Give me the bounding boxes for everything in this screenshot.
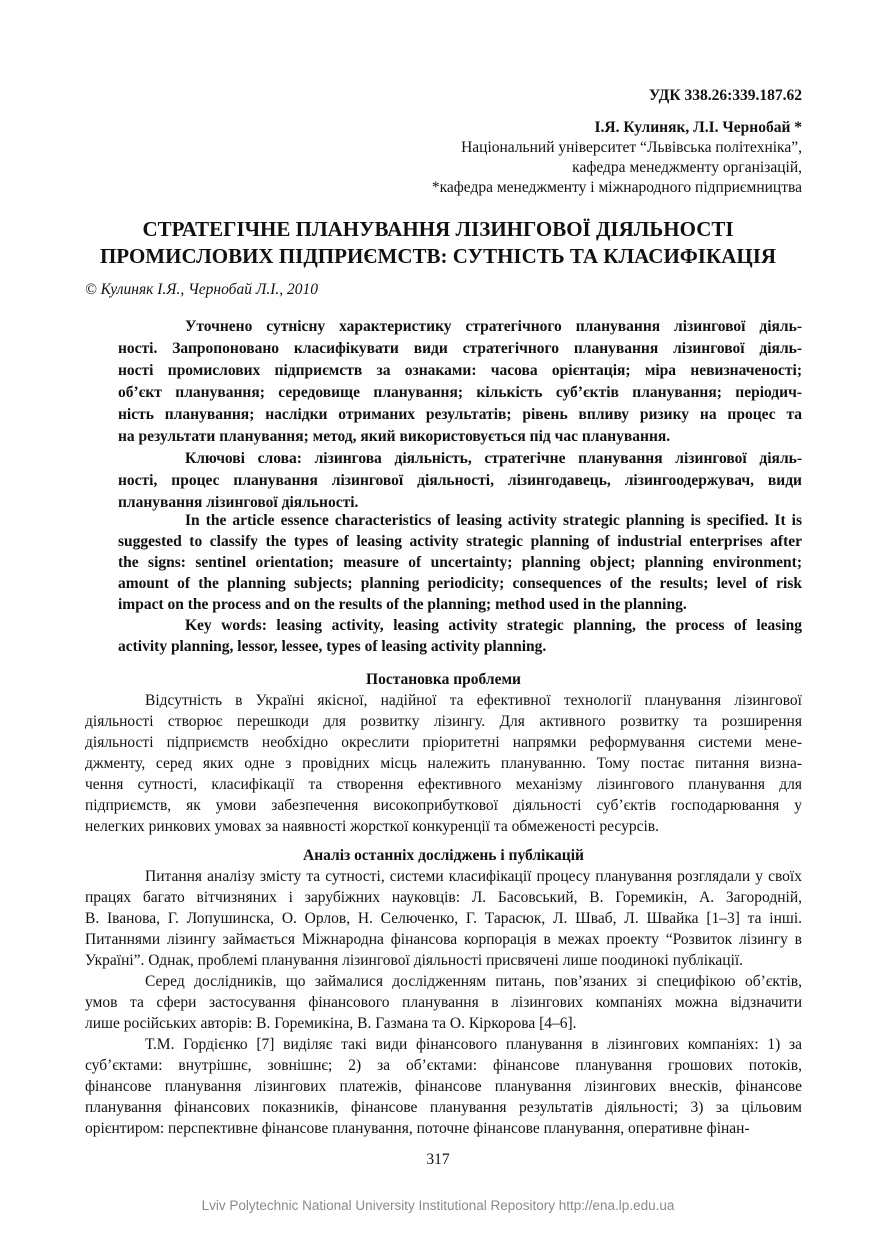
section-text bbox=[85, 690, 802, 837]
text-line: суб’єктами: внутрішнє, зовнішнє; 2) за об’єктами: фінансове планування грошових потоків, bbox=[85, 1057, 802, 1074]
text-line: Україні”. Однак, проблемі планування лізингової діяльності присвячені лише поодинокі публікації. bbox=[85, 952, 744, 969]
text-line: activity planning, lessor, lessee, types of leasing activity planning. bbox=[118, 638, 547, 655]
text-line: Відсутність в Україні якісної, надійної та ефективної технології планування лізингової bbox=[145, 692, 802, 709]
section-heading: Постановка проблеми bbox=[366, 671, 521, 688]
text-line: планування лізингової діяльності. bbox=[118, 494, 359, 511]
text-line: Т.М. Гордієнко [7] виділяє такі види фінансового планування в лізингових компаніях: 1) за bbox=[145, 1036, 802, 1053]
copyright: © Кулиняк І.Я., Чернобай Л.І., 2010 bbox=[85, 281, 318, 298]
affiliation-line: кафедра менеджменту організацій, bbox=[572, 159, 802, 176]
affiliation bbox=[432, 138, 802, 198]
text-line: Питання аналізу змісту та сутності, системи класифікації процесу планування розглядали у своїх bbox=[145, 868, 802, 885]
text-line: умов та сфери застосування фінансового планування в лізингових компаніях можна відзначити bbox=[85, 994, 802, 1011]
text-line: працях багато вітчизняних і зарубіжних науковців: Л. Басовський, В. Горемикін, А. Загородній, bbox=[85, 889, 802, 906]
text-line: In the article essence characteristics of leasing activity strategic planning is specified. It is bbox=[185, 512, 802, 529]
text-line: ності промислових підприємств за ознаками: часова орієнтація; міра невизначеності; bbox=[118, 362, 802, 379]
text-line: діяльності створює перешкоди для розвитку лізингу. Для активного розвитку та розширення bbox=[85, 713, 802, 730]
section-literature-review bbox=[85, 846, 802, 1139]
affiliation-line: *кафедра менеджменту і міжнародного підприємництва bbox=[431, 179, 802, 196]
page-number: 317 bbox=[426, 1151, 450, 1168]
text-line: В. Іванова, Г. Лопушинска, О. Орлов, Н. Селюченко, Г. Тарасюк, Л. Шваб, Л. Швайка [1–3] та інші. bbox=[85, 910, 802, 927]
text-line: орієнтиром: перспективне фінансове планування, поточне фінансове планування, оперативне фінан- bbox=[85, 1120, 750, 1137]
udc-code: УДК 338.26:339.187.62 bbox=[648, 87, 802, 104]
affiliation-line: Національний університет “Львівська політехніка”, bbox=[461, 139, 802, 156]
section-heading: Аналіз останніх досліджень і публікацій bbox=[303, 847, 584, 864]
text-line: suggested to classify the types of leasing activity strategic planning of industrial enterprises after bbox=[118, 533, 802, 550]
text-line: підприємств, як умови забезпечення високоприбуткової діяльності суб’єктів господарювання у bbox=[85, 797, 802, 814]
title-line: ПРОМИСЛОВИХ ПІДПРИЄМСТВ: СУТНІСТЬ ТА КЛАСИФІКАЦІЯ bbox=[99, 244, 777, 268]
text-line: нелегких ринкових умовах за наявності жорсткої конкуренції та обмеженості ресурсів. bbox=[85, 818, 659, 835]
article-title bbox=[0, 216, 876, 270]
authors: І.Я. Кулиняк, Л.І. Чернобай * bbox=[594, 119, 802, 136]
text-line: Серед дослідників, що займалися дослідженням питань, пов’язаних зі специфікою об’єктів, bbox=[145, 973, 802, 990]
text-line: Ключові слова: лізингова діяльність, стратегічне планування лізингової діяль- bbox=[185, 450, 802, 467]
abstract-en bbox=[118, 510, 802, 657]
abstract-ua bbox=[118, 316, 802, 514]
text-line: фінансове планування лізингових платежів, фінансове планування лізингових внесків, фінансове bbox=[85, 1078, 802, 1095]
text-line: на результати планування; метод, який використовується під час планування. bbox=[118, 428, 671, 445]
text-line: the signs: sentinel orientation; measure of uncertainty; planning object; planning environment; bbox=[118, 554, 802, 571]
text-line: Питаннями лізингу займається Міжнародна фінансова корпорація в межах проекту “Розвиток лізингу в bbox=[85, 931, 802, 948]
text-line: ності. Запропоновано класифікувати види стратегічного планування лізингової діяль- bbox=[118, 340, 802, 357]
text-line: джменту, серед яких одне з провідних місць належить плануванню. Тому постає питання визна- bbox=[85, 755, 802, 772]
text-line: діяльності підприємств необхідно окреслити пріоритетні напрямки реформування системи мене- bbox=[85, 734, 802, 751]
text-line: Key words: leasing activity, leasing activity strategic planning, the process of leasing bbox=[185, 617, 802, 634]
text-line: impact on the process and on the results of the planning; method used in the planning. bbox=[118, 596, 687, 613]
text-line: лише російських авторів: В. Горемикіна, В. Газмана та О. Кіркорова [4–6]. bbox=[85, 1015, 577, 1032]
text-line: Уточнено сутнісну характеристику стратегічного планування лізингової діяль- bbox=[185, 318, 802, 335]
text-line: чення сутності, класифікації та створення ефективного механізму лізингового планування для bbox=[85, 776, 802, 793]
text-line: ності, процес планування лізингової діяльності, лізингодавець, лізингоодержувач, види bbox=[118, 472, 802, 489]
section-problem-statement bbox=[85, 670, 802, 837]
text-line: планування фінансових показників, фінансове планування результатів діяльності; 3) за цільовим bbox=[85, 1099, 802, 1116]
repository-footer: Lviv Polytechnic National University Institutional Repository http://ena.lp.edu.ua bbox=[201, 1198, 675, 1213]
section-text bbox=[85, 866, 802, 1139]
text-line: об’єкт планування; середовище планування; кількість суб’єктів планування; періодич- bbox=[118, 384, 802, 401]
text-line: ність планування; наслідки отриманих результатів; рівень впливу ризику на процес та bbox=[118, 406, 802, 423]
title-line: СТРАТЕГІЧНЕ ПЛАНУВАННЯ ЛІЗИНГОВОЇ ДІЯЛЬНОСТІ bbox=[142, 217, 734, 241]
text-line: amount of the planning subjects; planning periodicity; consequences of the results; level of risk bbox=[118, 575, 802, 592]
